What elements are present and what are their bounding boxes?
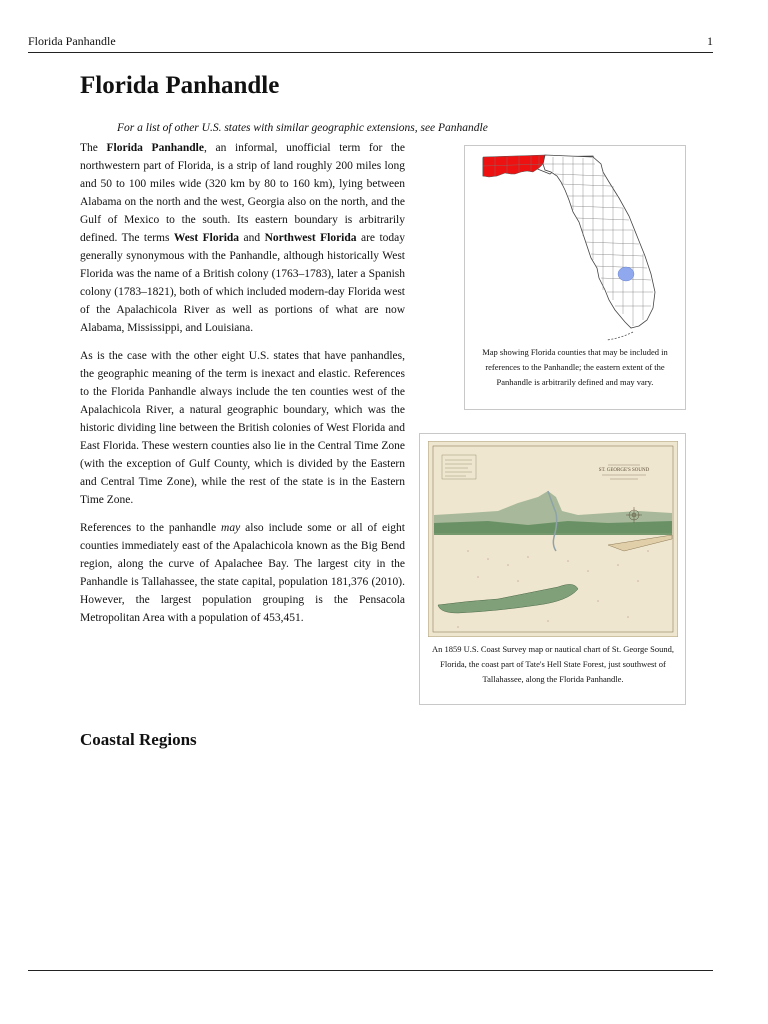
section-heading-coastal-regions: Coastal Regions [80, 730, 197, 749]
page-title: Florida Panhandle [80, 72, 280, 99]
hatnote: For a list of other U.S. states with similar geographic extensions, see Panhandle [117, 122, 488, 134]
text-run: also include some or all of eight counties immediately east of the Apalachicola known as the Big Bend region, along the curve of Apalachee Bay. The largest city in the Panhandle is Tallahassee, the state capital, population 181,376 (2010). However, the largest population grouping is the Pensacola Metropolitan Area with a population of 453,451. [80, 522, 405, 624]
florida-keys [607, 332, 633, 340]
map-caption: Map showing Florida counties that may be included in references to the Panhandle; the eastern extent of the Panhandle is arbitrarily defined and may vary. [482, 347, 668, 387]
chart-caption: An 1859 U.S. Coast Survey map or nautical chart of St. George Sound, Florida, the coast part of Tate's Hell State Forest, just southwest of Tallahassee, along the Florida Panhandle. [431, 644, 675, 684]
running-title: Florida Panhandle [28, 34, 116, 48]
paragraph-definition: As is the case with the other eight U.S. states that have panhandles, the geographic meaning of the term is inexact and elastic. References to the Florida Panhandle always include the ten counties west of the Apalachicola River, a natural geographic boundary, which was the historic dividing line between the British colonies of West Florida and East Florida. These western counties also lie in the Central Time Zone (with the exception of Gulf County, which is divided by the Eastern and Central Time Zone), while the rest of the state is in the Eastern Time Zone. [80, 350, 405, 506]
paragraph-intro [80, 139, 405, 337]
footer-rule [28, 970, 713, 971]
coast-survey-figure [419, 433, 686, 705]
paragraph-extent [80, 519, 405, 627]
bold-term: Florida Panhandle [106, 142, 204, 154]
text-run: are today generally synonymous with the Panhandle, although historically West Florida was the name of a British colony (1763–1783), later a Spanish colony (1783–1821), both of which included modern-day Florida west of the Apalachicola River as well as portions of what are now Alabama, Mississippi, and Louisiana. [80, 232, 406, 334]
text-run: The [80, 142, 107, 154]
running-header [28, 34, 713, 53]
nautical-chart-image[interactable] [428, 441, 678, 637]
florida-map-figure [464, 145, 686, 410]
text-run: , an informal, unofficial term for the northwestern part of Florida, is a strip of land roughly 200 miles long and 50 to 100 miles wide (320 km by 80 to 160 km), lying between Alabama on the north and the west, Georgia also on the north, and the Gulf of Mexico to the south. Its eastern boundary is arbitrarily defined. The terms [80, 142, 405, 244]
florida-county-map[interactable] [475, 150, 675, 342]
coast-marsh [434, 521, 672, 535]
text-run: and [239, 232, 265, 244]
text-run: References to the panhandle [80, 522, 222, 534]
chart-title: ST. GEORGE'S SOUND [598, 468, 650, 473]
peninsula-outline [543, 155, 655, 328]
page-number: 1 [707, 34, 713, 48]
italic-term: may [221, 522, 241, 534]
article-body [80, 139, 405, 637]
bold-term: West Florida [173, 232, 240, 244]
bold-term: Northwest Florida [264, 232, 357, 244]
panhandle-region [483, 155, 545, 177]
lake-okeechobee [618, 267, 634, 281]
